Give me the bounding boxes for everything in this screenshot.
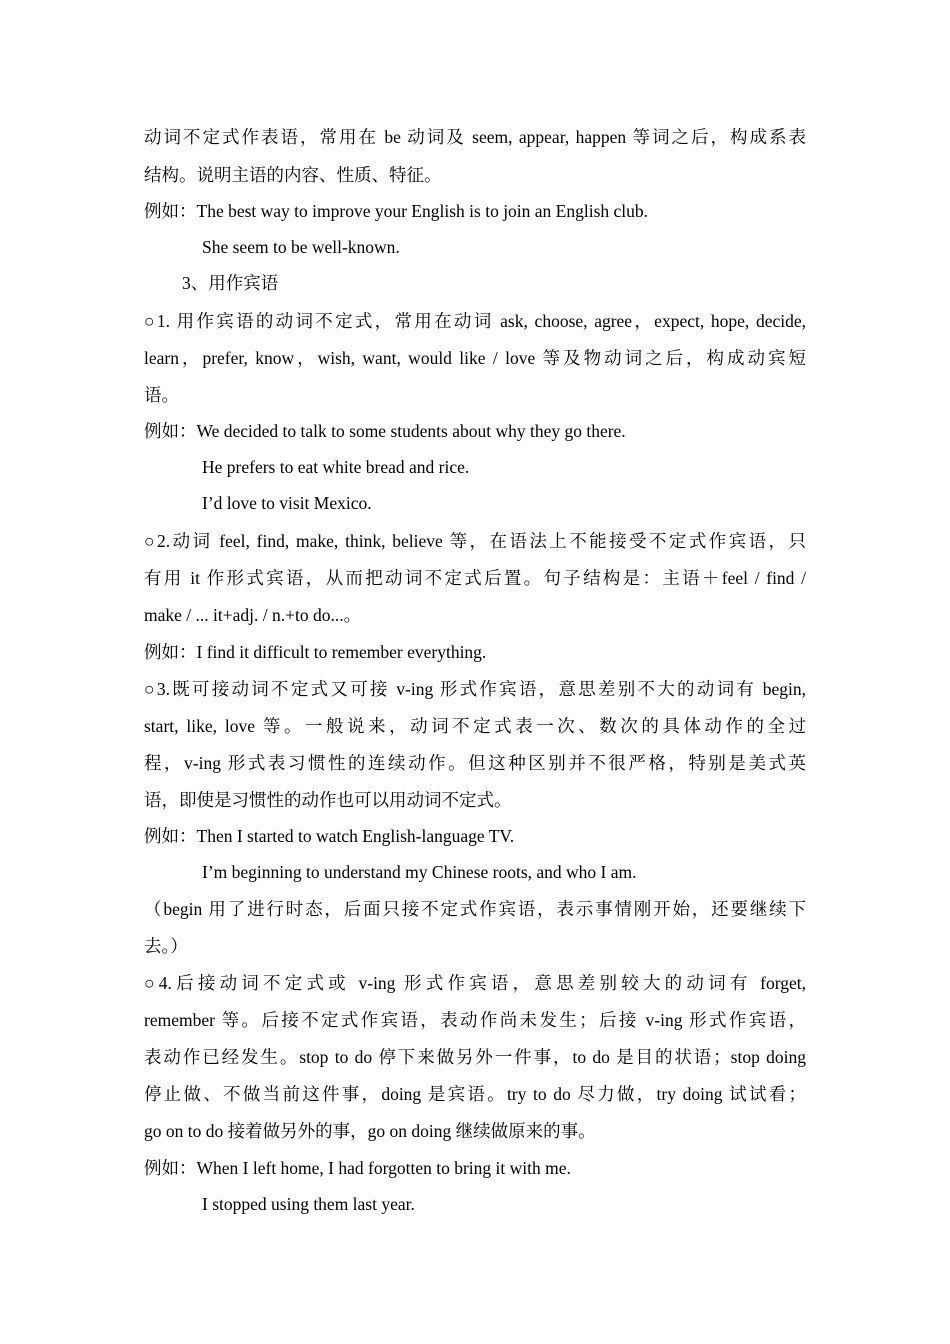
paragraph-line: 动词不定式作表语，常用在 be 动词及 seem, appear, happen 等词之后，构成系表 (144, 127, 806, 147)
example-line: 例如：Then I started to watch English-language TV. (144, 826, 515, 846)
paragraph-line: 程，v-ing 形式表习惯性的连续动作。但这种区别并不很严格，特别是美式英 (144, 753, 806, 773)
paragraph-line: 表动作已经发生。stop to do 停下来做另外一件事，to do 是目的状语；stop doing (144, 1047, 806, 1067)
example-line: 例如：We decided to talk to some students about why they go there. (144, 421, 626, 441)
example-line: He prefers to eat white bread and rice. (202, 457, 470, 477)
example-line: 例如：When I left home, I had forgotten to bring it with me. (144, 1158, 571, 1178)
paragraph-line: learn，prefer, know，wish, want, would like / love 等及物动词之后，构成动宾短 (144, 348, 806, 368)
example-line: I’m beginning to understand my Chinese roots, and who I am. (202, 862, 637, 882)
paragraph-line: 语。 (144, 385, 179, 405)
paragraph-line: 结构。说明主语的内容、性质、特征。 (144, 165, 442, 185)
paragraph-line: ○1. 用作宾语的动词不定式，常用在动词 ask, choose, agree，expect, hope, decide, (144, 311, 806, 331)
paragraph-line: 去。） (144, 936, 188, 956)
paragraph-line: ○3.既可接动词不定式又可接 v-ing 形式作宾语，意思差别不大的动词有 begin, (144, 679, 806, 699)
paragraph-line: make / ... it+adj. / n.+to do...。 (144, 605, 362, 625)
section-heading: 3、用作宾语 (182, 273, 279, 293)
paragraph-line: remember 等。后接不定式作宾语，表动作尚未发生；后接 v-ing 形式作宾语， (144, 1010, 806, 1030)
paragraph-line: ○2.动词 feel, find, make, think, believe 等，在语法上不能接受不定式作宾语，只 (144, 531, 806, 551)
example-line: 例如：The best way to improve your English is to join an English club. (144, 201, 649, 221)
paragraph-line: go on to do 接着做另外的事，go on doing 继续做原来的事。 (144, 1121, 596, 1141)
paragraph-line: 语，即使是习惯性的动作也可以用动词不定式。 (144, 790, 512, 810)
paragraph-line: （begin 用了进行时态，后面只接不定式作宾语，表示事情刚开始，还要继续下 (144, 899, 806, 919)
paragraph-line: 停止做、不做当前这件事，doing 是宾语。try to do 尽力做，try doing 试试看； (144, 1084, 806, 1104)
paragraph-line: ○4.后接动词不定式或 v-ing 形式作宾语，意思差别较大的动词有 forget, (144, 973, 806, 993)
example-line: 例如：I find it difficult to remember everything. (144, 642, 487, 662)
paragraph-line: start, like, love 等。一般说来，动词不定式表一次、数次的具体动作的全过 (144, 716, 806, 736)
example-line: I’d love to visit Mexico. (202, 493, 372, 513)
example-line: She seem to be well-known. (202, 237, 400, 257)
example-line: I stopped using them last year. (202, 1194, 415, 1214)
paragraph-line: 有用 it 作形式宾语，从而把动词不定式后置。句子结构是：主语＋feel / find / (144, 568, 806, 588)
